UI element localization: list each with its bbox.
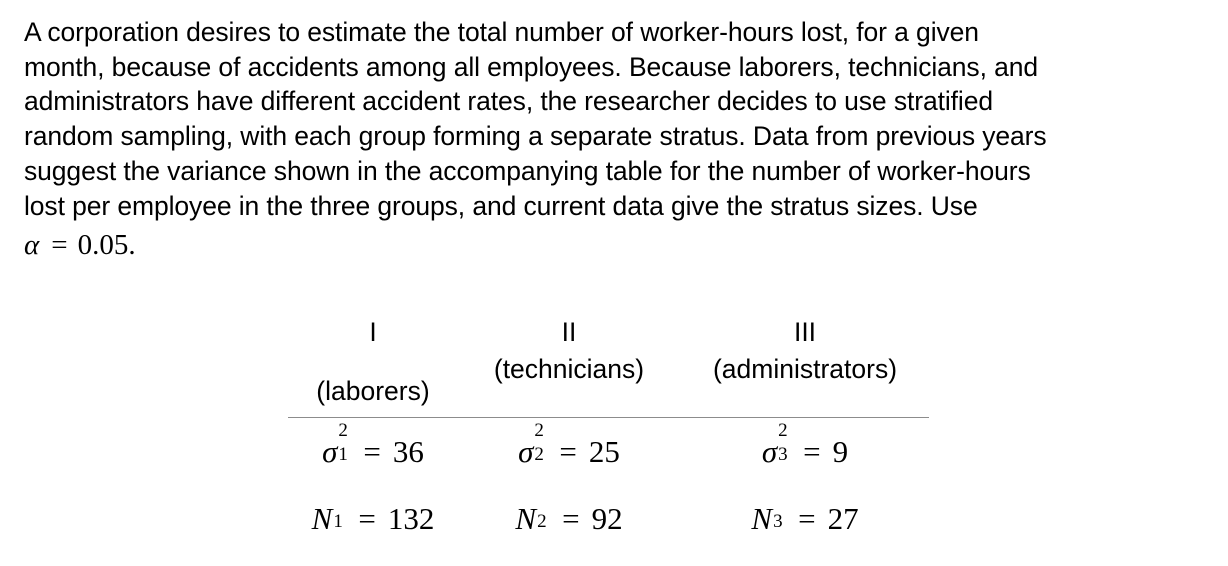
- variance-cell-iii: [690, 420, 920, 472]
- subscript: 3: [778, 444, 788, 465]
- operator: =: [798, 501, 816, 536]
- n-symbol: N: [751, 501, 773, 536]
- alpha-symbol: α: [24, 229, 40, 261]
- sigma-symbol: σ: [518, 434, 534, 469]
- size-cell-iii: [690, 498, 920, 539]
- subscript: 2: [537, 511, 547, 532]
- sigma-symbol: σ: [761, 434, 778, 469]
- size-value: 27: [827, 501, 859, 536]
- column-numeral-i: I: [369, 317, 377, 347]
- subscript: 1: [338, 444, 348, 465]
- variance-value: 25: [588, 434, 620, 469]
- problem-line: administrators have different accident rates, the researcher decides to use stratified: [24, 86, 993, 117]
- column-name-technicians: (technicians): [493, 354, 645, 384]
- problem-statement: [24, 15, 1204, 223]
- operator: =: [803, 434, 821, 469]
- alpha-value: 0.05.: [77, 229, 136, 261]
- superscript: 2: [534, 420, 544, 441]
- variance-cell-ii: [469, 420, 669, 472]
- column-numeral-ii: II: [561, 317, 577, 347]
- problem-line: lost per employee in the three groups, and current data give the stratus sizes. Use: [24, 190, 978, 221]
- n-symbol: N: [311, 501, 333, 536]
- operator: =: [559, 434, 577, 469]
- problem-line: random sampling, with each group forming a separate stratus. Data from previous years: [24, 121, 1047, 152]
- problem-line: suggest the variance shown in the accompanying table for the number of worker-hours: [24, 155, 1031, 186]
- variance-cell-i: [288, 420, 458, 472]
- operator: =: [358, 501, 376, 536]
- operator: =: [363, 434, 381, 469]
- operator: =: [562, 501, 580, 536]
- problem-line: A corporation desires to estimate the total number of worker-hours lost, for a given: [24, 17, 979, 47]
- alpha-operator: =: [51, 229, 68, 261]
- size-cell-i: [288, 498, 458, 539]
- variance-value: 36: [392, 434, 424, 469]
- column-name-administrators: (administrators): [712, 354, 898, 384]
- n-symbol: N: [515, 501, 537, 536]
- superscript: 2: [778, 420, 788, 441]
- sigma-symbol: σ: [322, 434, 338, 469]
- problem-line: month, because of accidents among all employees. Because laborers, technicians, and: [24, 51, 1039, 82]
- variance-value: 9: [832, 434, 849, 469]
- size-cell-ii: [469, 498, 669, 539]
- table-header-divider: [288, 417, 929, 418]
- column-name-laborers: (laborers): [316, 376, 430, 406]
- column-numeral-iii: III: [793, 317, 817, 347]
- subscript: 3: [773, 511, 783, 532]
- size-value: 92: [591, 501, 623, 536]
- significance-level: [24, 227, 136, 263]
- superscript: 2: [338, 420, 348, 441]
- subscript: 1: [333, 511, 343, 532]
- size-value: 132: [387, 501, 435, 536]
- subscript: 2: [534, 444, 544, 465]
